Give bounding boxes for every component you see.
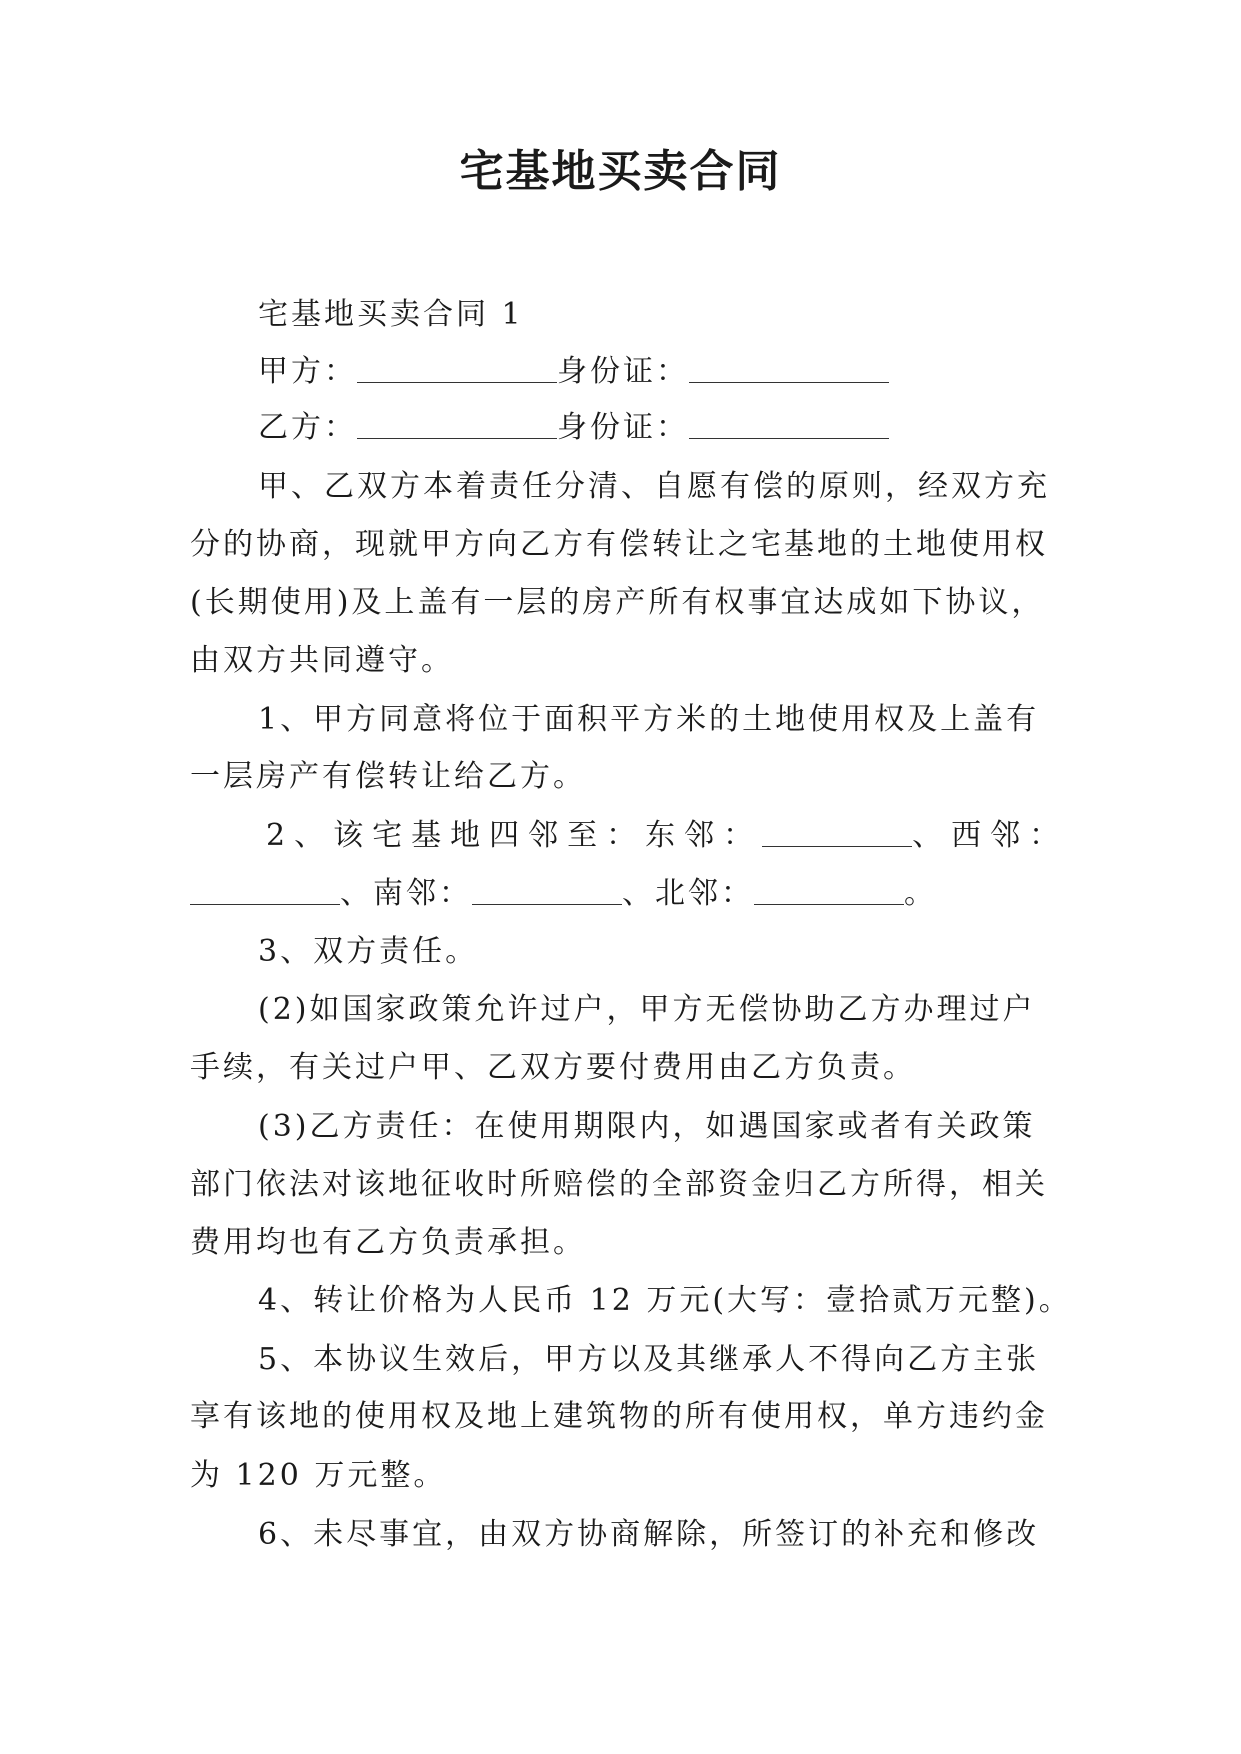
clause-1-line: 一层房产有偿转让给乙方。 bbox=[190, 759, 586, 794]
clause-4-line: 4、转让价格为人民币 12 万元(大写：壹拾贰万元整)。 bbox=[258, 1283, 1072, 1318]
clause-5-line: 享有该地的使用权及地上建筑物的所有使用权，单方违约金 bbox=[190, 1399, 1048, 1434]
clause-5-line: 为 120 万元整。 bbox=[190, 1458, 447, 1493]
party-a-id-blank bbox=[689, 358, 889, 383]
party-a-label: 甲方： bbox=[258, 354, 357, 389]
clause-2-lead: 2、该宅基地四邻至：东邻： bbox=[266, 818, 763, 853]
intro-line: (长期使用)及上盖有一层的房产所有权事宜达成如下协议， bbox=[190, 585, 1045, 620]
party-b-name-blank bbox=[357, 414, 557, 439]
clause-5-line: 5、本协议生效后，甲方以及其继承人不得向乙方主张 bbox=[258, 1342, 1040, 1377]
intro-line: 分的协商，现就甲方向乙方有偿转让之宅基地的土地使用权 bbox=[190, 527, 1048, 562]
south-neighbor-blank bbox=[472, 880, 622, 905]
party-a-line bbox=[258, 354, 889, 389]
clause-3-3-line: 部门依法对该地征收时所赔偿的全部资金归乙方所得，相关 bbox=[190, 1167, 1048, 1202]
east-neighbor-blank bbox=[762, 822, 912, 847]
intro-line: 甲、乙双方本着责任分清、自愿有偿的原则，经双方充 bbox=[258, 469, 1050, 504]
clause-2-line bbox=[190, 876, 937, 911]
document-title: 宅基地买卖合同 bbox=[459, 146, 782, 197]
clause-2-line bbox=[266, 818, 1069, 853]
north-neighbor-label: 、北邻： bbox=[622, 876, 754, 911]
party-b-label: 乙方： bbox=[258, 410, 357, 445]
party-b-line bbox=[258, 410, 889, 445]
clause-3-2-line: 手续，有关过户甲、乙双方要付费用由乙方负责。 bbox=[190, 1050, 916, 1085]
contract-subtitle: 宅基地买卖合同 1 bbox=[258, 297, 524, 332]
party-a-name-blank bbox=[357, 358, 557, 383]
south-neighbor-label: 、南邻： bbox=[340, 876, 472, 911]
clause-3-line: 3、双方责任。 bbox=[258, 934, 479, 969]
clause-6-line: 6、未尽事宜，由双方协商解除，所签订的补充和修改 bbox=[258, 1517, 1040, 1552]
party-b-id-blank bbox=[689, 414, 889, 439]
north-neighbor-blank bbox=[754, 880, 904, 905]
clause-2-end: 。 bbox=[904, 876, 937, 911]
intro-line: 由双方共同遵守。 bbox=[190, 643, 454, 678]
clause-1-line: 1、甲方同意将位于面积平方米的土地使用权及上盖有 bbox=[258, 702, 1040, 737]
west-neighbor-label: 、西邻： bbox=[912, 818, 1069, 853]
clause-3-3-line: 费用均也有乙方负责承担。 bbox=[190, 1225, 586, 1260]
clause-3-3-line: (3)乙方责任：在使用期限内，如遇国家或者有关政策 bbox=[258, 1109, 1036, 1144]
west-neighbor-blank bbox=[190, 880, 340, 905]
party-a-id-label: 身份证： bbox=[557, 354, 689, 389]
clause-3-2-line: (2)如国家政策允许过户，甲方无偿协助乙方办理过户 bbox=[258, 992, 1036, 1027]
party-b-id-label: 身份证： bbox=[557, 410, 689, 445]
